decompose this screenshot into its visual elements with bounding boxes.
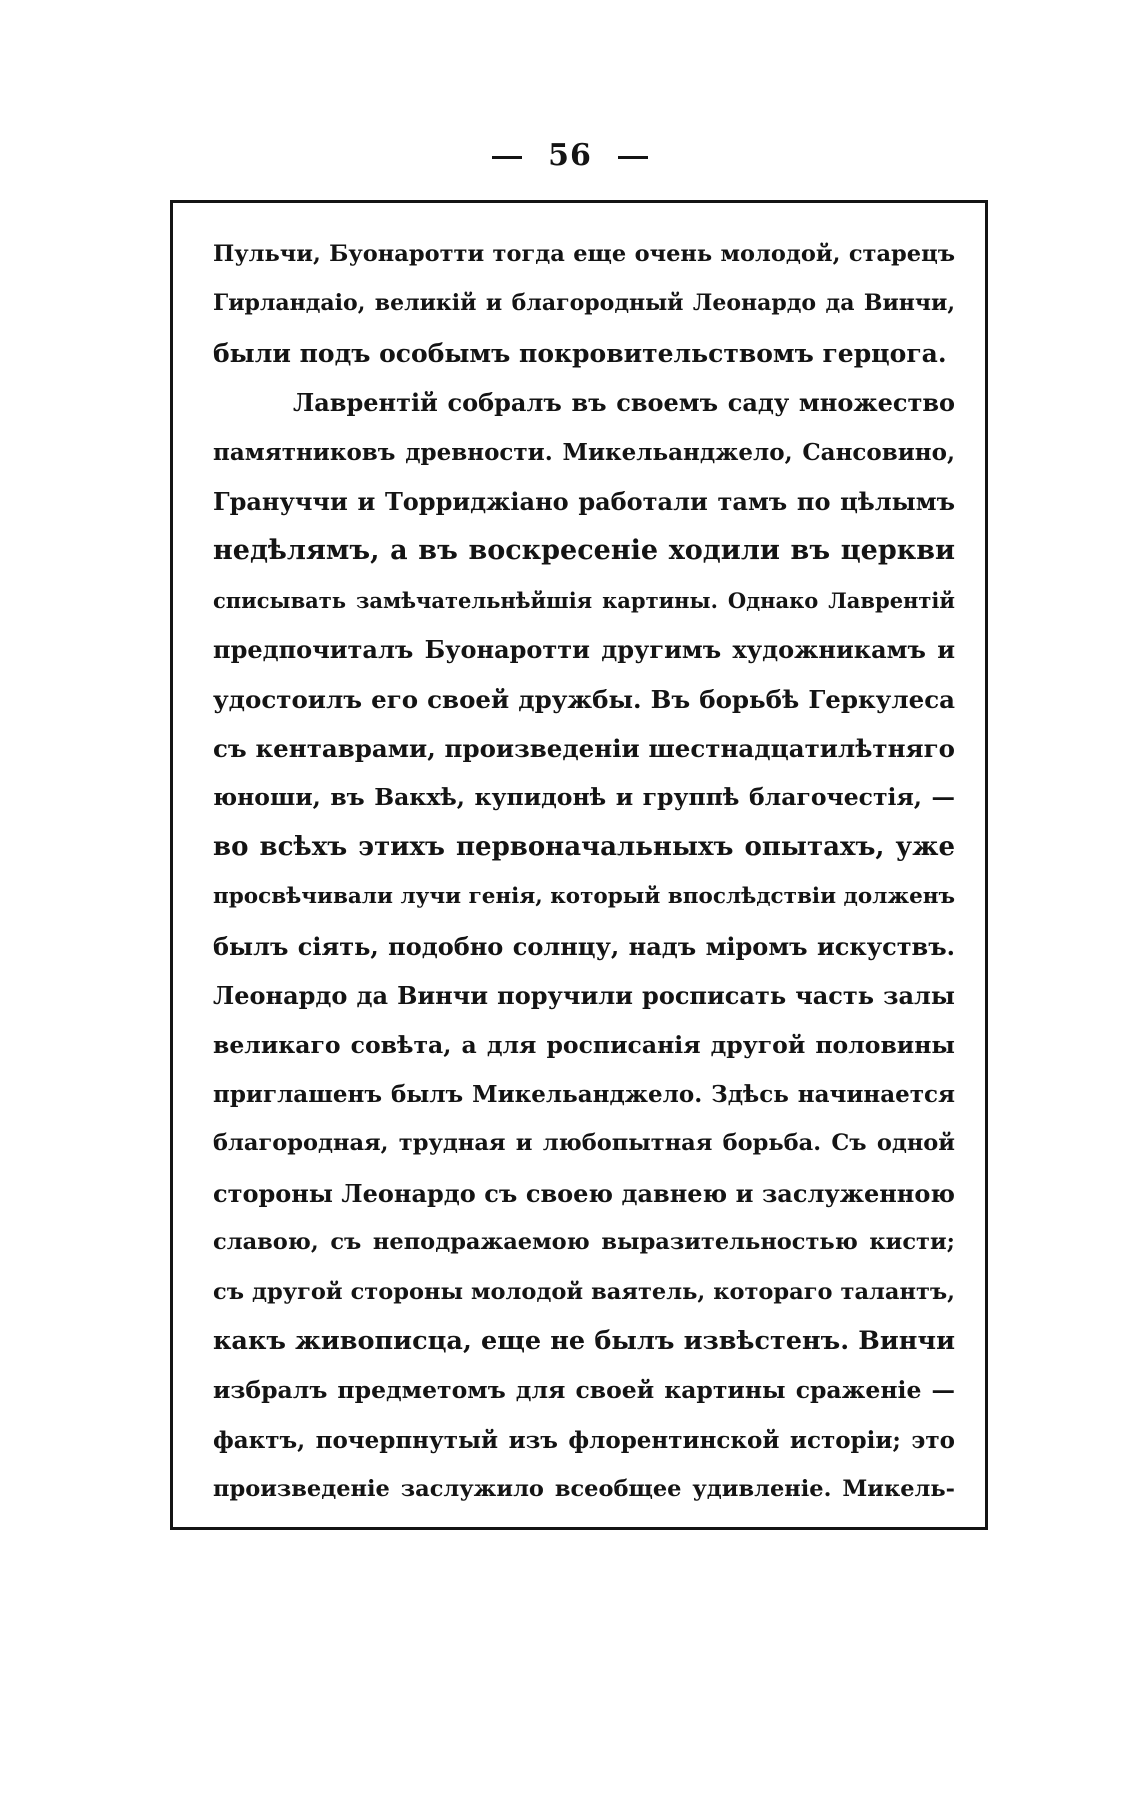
text-line: былъ сіять, подобно солнцу, надъ міромъ искуствъ. [213,931,955,961]
text-line: юноши, въ Вакхѣ, купидонѣ и группѣ благочестія, — [213,783,955,812]
header-dash-right [618,156,648,159]
header-dash-left [492,156,522,159]
text-line: недѣлямъ, а въ воскресеніе ходили въ церкви [213,535,955,567]
text-line: приглашенъ былъ Микельанджело. Здѣсь начинается [213,1080,955,1108]
text-line: во всѣхъ этихъ первоначальныхъ опытахъ, уже [213,831,955,862]
text-line: Грануччи и Торриджіано работали тамъ по цѣлымъ [213,487,955,517]
text-line: благородная, трудная и любопытная борьба. Съ одной [213,1130,955,1157]
text-line: Леонардо да Винчи поручили росписать часть залы [213,981,955,1011]
text-line: памятниковъ древности. Микельанджело, Сансовино, [213,438,955,466]
text-line: фактъ, почерпнутый изъ флорентинской исторіи; это [213,1426,955,1454]
text-line: были подъ особымъ покровительствомъ герцога. [213,338,947,368]
text-line: Пульчи, Буонаротти тогда еще очень молодой, старецъ [213,241,955,267]
page-number-header [0,138,1140,173]
text-line: славою, съ неподражаемою выразительностью кисти; [213,1229,955,1256]
text-line: Лаврентій собралъ въ своемъ саду множество [293,388,955,418]
text-line: удостоилъ его своей дружбы. Въ борьбѣ Геркулеса [213,684,955,714]
text-line: съ кентаврами, произведеніи шестнадцатилѣтняго [213,734,955,764]
text-line: просвѣчивали лучи генія, который впослѣдствіи долженъ [213,884,955,910]
text-line: великаго совѣта, а для росписанія другой половины [213,1030,955,1059]
page-number: 56 [548,138,592,173]
text-line: Гирландаіо, великій и благородный Леонардо да Винчи, [213,290,955,317]
text-line: съ другой стороны молодой ваятель, котораго талантъ, [213,1278,955,1305]
text-line: списывать замѣчательнѣйшія картины. Однако Лаврентій [213,587,955,613]
body-text [213,230,955,1515]
text-line: предпочиталъ Буонаротти другимъ художникамъ и [213,635,955,665]
text-line: избралъ предметомъ для своей картины сраженіе — [213,1376,955,1405]
text-line: какъ живописца, еще не былъ извѣстенъ. Винчи [213,1325,955,1356]
text-line: произведеніе заслужило всеобщее удивленіе. Микель- [213,1476,955,1503]
text-line: стороны Леонардо съ своею давнею и заслуженною [213,1178,955,1208]
